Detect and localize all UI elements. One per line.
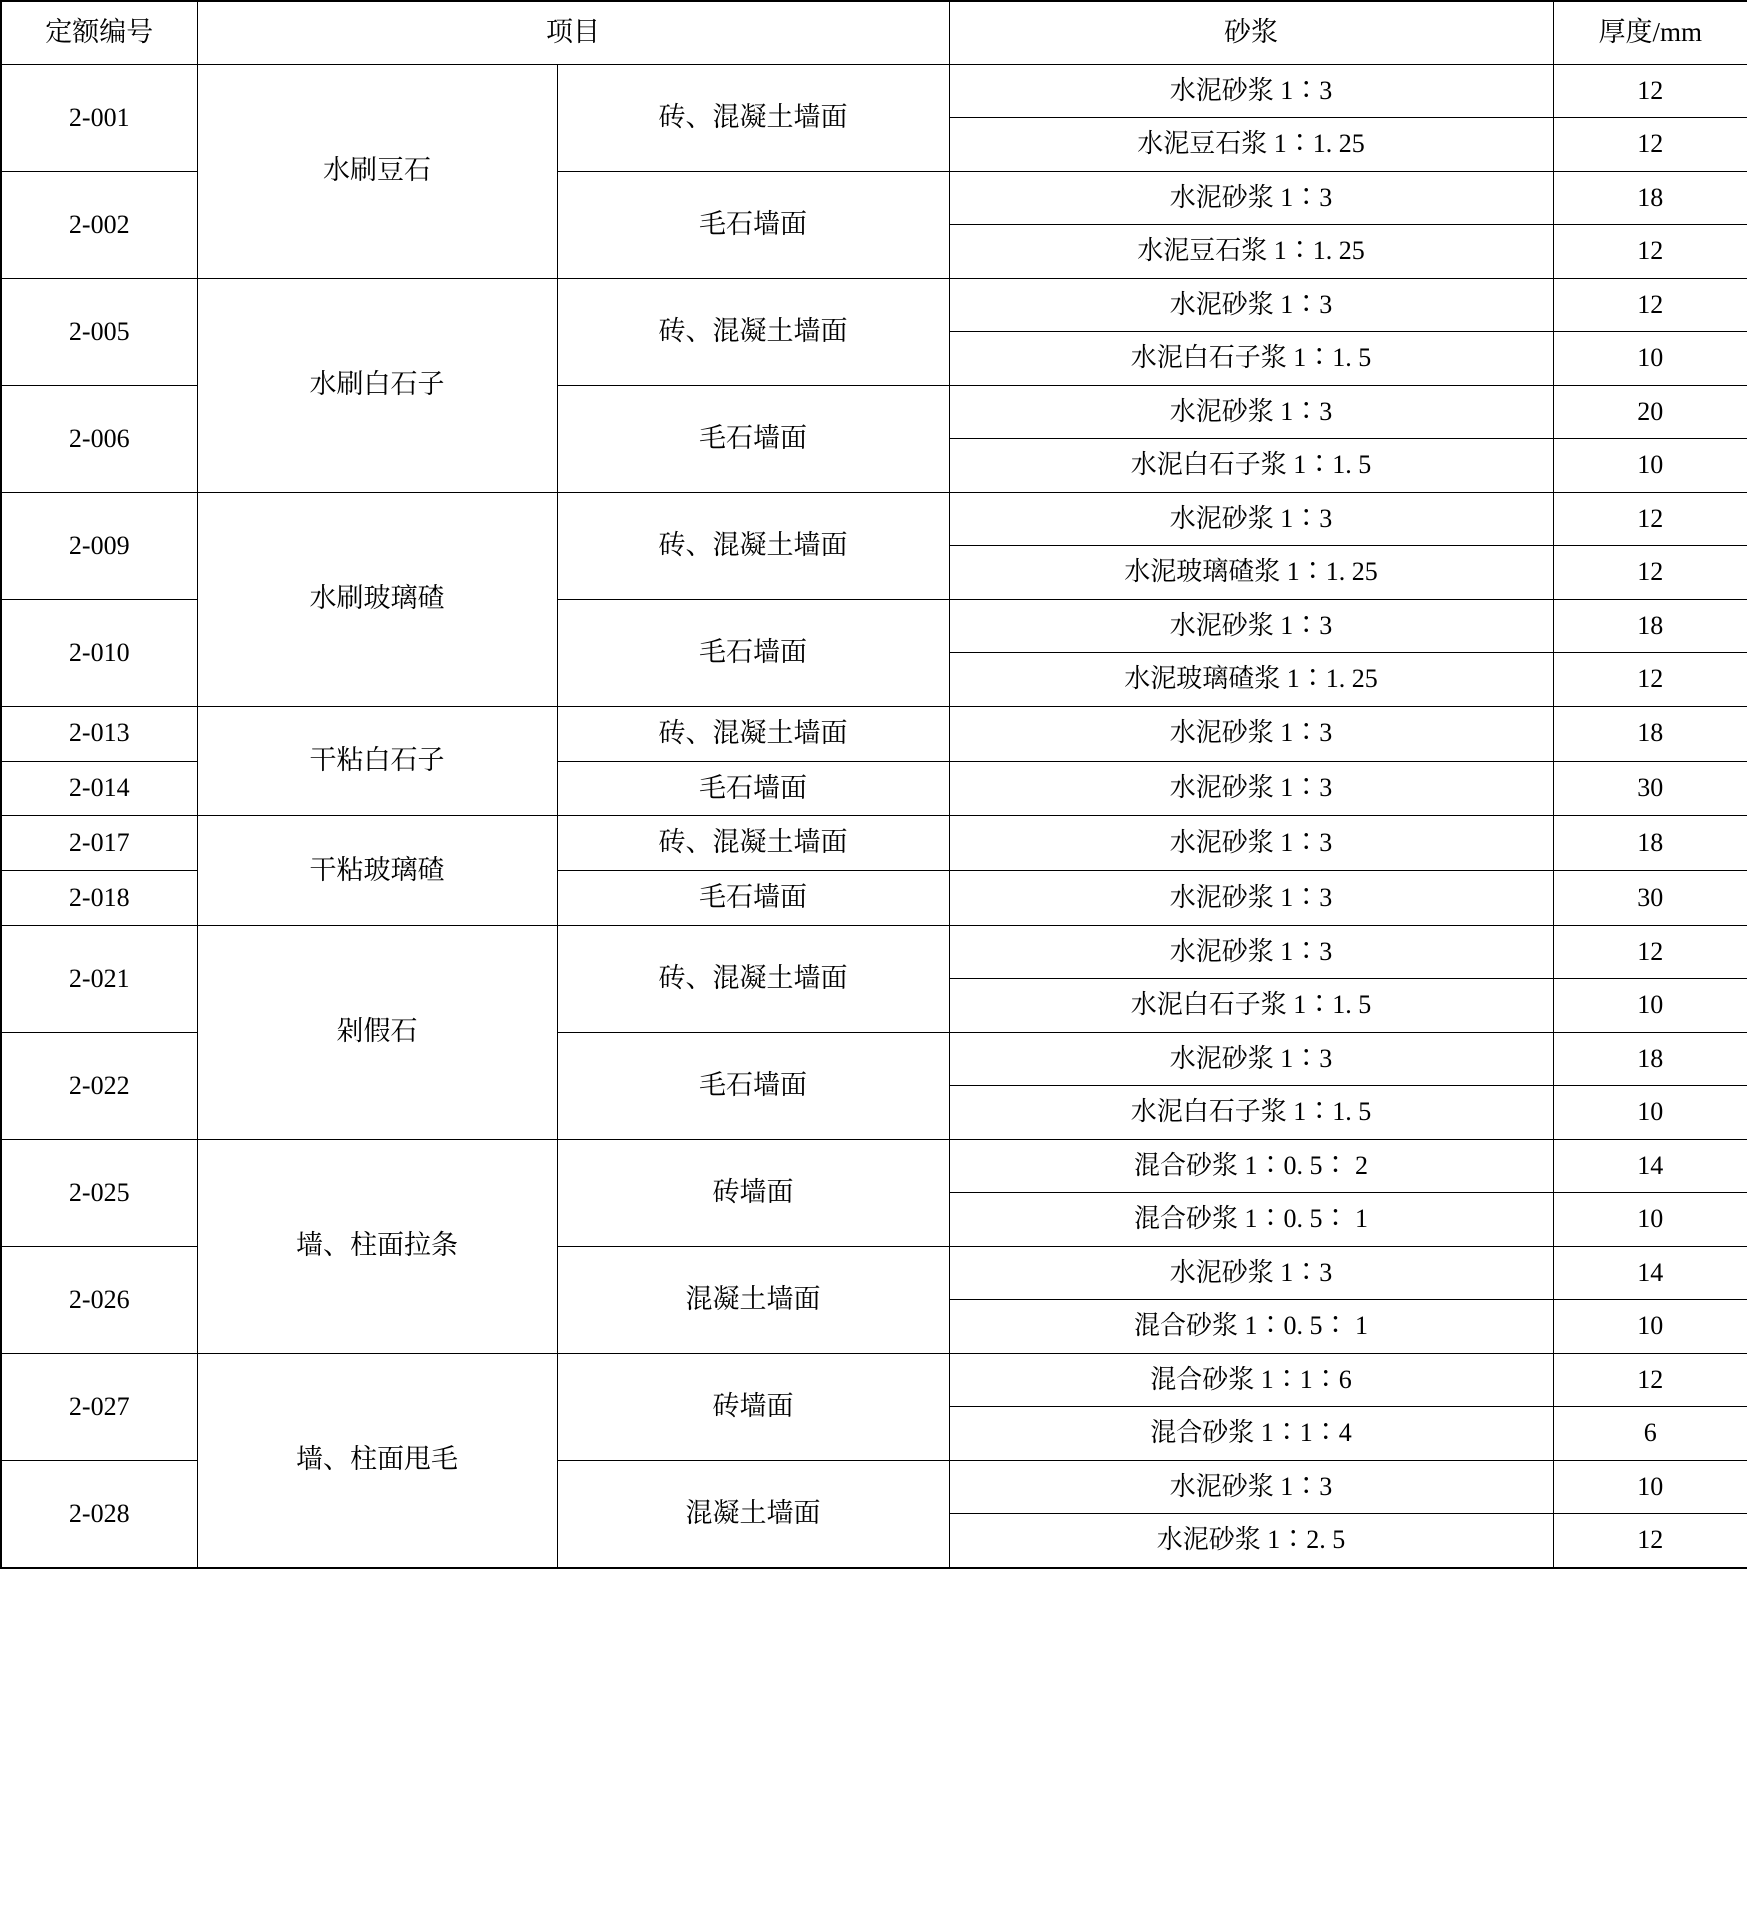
cell-mortar-mix: 水泥白石子浆 1∶1. 5 — [949, 979, 1553, 1033]
cell-item-name: 剁假石 — [197, 925, 557, 1139]
header-cell-code: 定额编号 — [1, 1, 197, 64]
table-row — [1, 816, 1747, 871]
cell-thickness: 10 — [1553, 1193, 1747, 1247]
cell-item-name: 干粘玻璃碴 — [197, 816, 557, 926]
cell-quota-code: 2-022 — [1, 1032, 197, 1139]
cell-item-name: 干粘白石子 — [197, 706, 557, 816]
cell-mortar-mix: 水泥砂浆 1∶3 — [949, 278, 1553, 332]
cell-thickness: 18 — [1553, 171, 1747, 225]
cell-thickness: 12 — [1553, 492, 1747, 546]
cell-quota-code: 2-028 — [1, 1460, 197, 1568]
cell-mortar-mix: 混合砂浆 1∶0. 5∶ 2 — [949, 1139, 1553, 1193]
cell-thickness: 20 — [1553, 385, 1747, 439]
cell-mortar-mix: 混合砂浆 1∶0. 5∶ 1 — [949, 1300, 1553, 1354]
cell-thickness: 12 — [1553, 225, 1747, 279]
cell-base-surface: 毛石墙面 — [557, 871, 949, 926]
table-row — [1, 706, 1747, 761]
cell-thickness: 30 — [1553, 761, 1747, 816]
cell-mortar-mix: 水泥砂浆 1∶3 — [949, 816, 1553, 871]
cell-thickness: 12 — [1553, 278, 1747, 332]
cell-mortar-mix: 水泥玻璃碴浆 1∶1. 25 — [949, 653, 1553, 707]
cell-base-surface: 砖、混凝土墙面 — [557, 706, 949, 761]
cell-base-surface: 砖墙面 — [557, 1353, 949, 1460]
cell-base-surface: 砖、混凝土墙面 — [557, 816, 949, 871]
cell-quota-code: 2-009 — [1, 492, 197, 599]
cell-thickness: 14 — [1553, 1246, 1747, 1300]
cell-quota-code: 2-010 — [1, 599, 197, 706]
cell-item-name: 水刷玻璃碴 — [197, 492, 557, 706]
header-cell-mortar: 砂浆 — [949, 1, 1553, 64]
table-row — [1, 1353, 1747, 1407]
cell-quota-code: 2-005 — [1, 278, 197, 385]
cell-thickness: 12 — [1553, 118, 1747, 172]
cell-quota-code: 2-025 — [1, 1139, 197, 1246]
cell-mortar-mix: 水泥砂浆 1∶3 — [949, 1032, 1553, 1086]
cell-mortar-mix: 水泥白石子浆 1∶1. 5 — [949, 1086, 1553, 1140]
table-row — [1, 925, 1747, 979]
cell-mortar-mix: 水泥豆石浆 1∶1. 25 — [949, 225, 1553, 279]
cell-item-name: 水刷白石子 — [197, 278, 557, 492]
cell-thickness: 12 — [1553, 1514, 1747, 1568]
header-cell-thickness: 厚度/mm — [1553, 1, 1747, 64]
cell-mortar-mix: 混合砂浆 1∶1∶6 — [949, 1353, 1553, 1407]
table-row — [1, 1139, 1747, 1193]
cell-thickness: 10 — [1553, 439, 1747, 493]
cell-mortar-mix: 混合砂浆 1∶0. 5∶ 1 — [949, 1193, 1553, 1247]
cell-thickness: 10 — [1553, 979, 1747, 1033]
cell-mortar-mix: 水泥砂浆 1∶3 — [949, 706, 1553, 761]
cell-thickness: 10 — [1553, 1460, 1747, 1514]
cell-quota-code: 2-027 — [1, 1353, 197, 1460]
cell-mortar-mix: 水泥砂浆 1∶3 — [949, 64, 1553, 118]
cell-base-surface: 毛石墙面 — [557, 1032, 949, 1139]
cell-item-name: 墙、柱面拉条 — [197, 1139, 557, 1353]
cell-mortar-mix: 混合砂浆 1∶1∶4 — [949, 1407, 1553, 1461]
cell-mortar-mix: 水泥白石子浆 1∶1. 5 — [949, 332, 1553, 386]
cell-mortar-mix: 水泥砂浆 1∶3 — [949, 492, 1553, 546]
cell-quota-code: 2-014 — [1, 761, 197, 816]
cell-quota-code: 2-006 — [1, 385, 197, 492]
cell-quota-code: 2-013 — [1, 706, 197, 761]
cell-mortar-mix: 水泥砂浆 1∶3 — [949, 761, 1553, 816]
cell-base-surface: 混凝土墙面 — [557, 1246, 949, 1353]
cell-thickness: 10 — [1553, 1086, 1747, 1140]
cell-item-name: 水刷豆石 — [197, 64, 557, 278]
cell-item-name: 墙、柱面甩毛 — [197, 1353, 557, 1568]
cell-mortar-mix: 水泥砂浆 1∶3 — [949, 171, 1553, 225]
cell-mortar-mix: 水泥砂浆 1∶2. 5 — [949, 1514, 1553, 1568]
cell-thickness: 18 — [1553, 816, 1747, 871]
table-row — [1, 278, 1747, 332]
cell-thickness: 12 — [1553, 925, 1747, 979]
cell-thickness: 14 — [1553, 1139, 1747, 1193]
cell-mortar-mix: 水泥玻璃碴浆 1∶1. 25 — [949, 546, 1553, 600]
cell-thickness: 18 — [1553, 1032, 1747, 1086]
cell-base-surface: 毛石墙面 — [557, 599, 949, 706]
cell-mortar-mix: 水泥砂浆 1∶3 — [949, 385, 1553, 439]
cell-quota-code: 2-018 — [1, 871, 197, 926]
table-row — [1, 64, 1747, 118]
cell-mortar-mix: 水泥白石子浆 1∶1. 5 — [949, 439, 1553, 493]
cell-thickness: 10 — [1553, 332, 1747, 386]
cell-thickness: 12 — [1553, 653, 1747, 707]
table-body — [1, 1, 1747, 1568]
cell-mortar-mix: 水泥砂浆 1∶3 — [949, 925, 1553, 979]
cell-mortar-mix: 水泥砂浆 1∶3 — [949, 871, 1553, 926]
cell-base-surface: 砖、混凝土墙面 — [557, 925, 949, 1032]
cell-thickness: 12 — [1553, 64, 1747, 118]
cell-mortar-mix: 水泥豆石浆 1∶1. 25 — [949, 118, 1553, 172]
cell-base-surface: 砖墙面 — [557, 1139, 949, 1246]
cell-quota-code: 2-026 — [1, 1246, 197, 1353]
cell-mortar-mix: 水泥砂浆 1∶3 — [949, 1246, 1553, 1300]
cell-quota-code: 2-017 — [1, 816, 197, 871]
cell-base-surface: 混凝土墙面 — [557, 1460, 949, 1568]
cell-thickness: 12 — [1553, 1353, 1747, 1407]
cell-mortar-mix: 水泥砂浆 1∶3 — [949, 599, 1553, 653]
cell-thickness: 6 — [1553, 1407, 1747, 1461]
header-cell-item: 项目 — [197, 1, 949, 64]
cell-base-surface: 砖、混凝土墙面 — [557, 64, 949, 171]
cell-quota-code: 2-021 — [1, 925, 197, 1032]
cell-thickness: 18 — [1553, 599, 1747, 653]
table-row — [1, 492, 1747, 546]
cell-base-surface: 砖、混凝土墙面 — [557, 278, 949, 385]
cell-quota-code: 2-002 — [1, 171, 197, 278]
cell-base-surface: 毛石墙面 — [557, 761, 949, 816]
table-header-row — [1, 1, 1747, 64]
cell-thickness: 10 — [1553, 1300, 1747, 1354]
cell-mortar-mix: 水泥砂浆 1∶3 — [949, 1460, 1553, 1514]
cell-base-surface: 砖、混凝土墙面 — [557, 492, 949, 599]
cell-quota-code: 2-001 — [1, 64, 197, 171]
cell-base-surface: 毛石墙面 — [557, 171, 949, 278]
cell-thickness: 30 — [1553, 871, 1747, 926]
cell-base-surface: 毛石墙面 — [557, 385, 949, 492]
cell-thickness: 12 — [1553, 546, 1747, 600]
cell-thickness: 18 — [1553, 706, 1747, 761]
